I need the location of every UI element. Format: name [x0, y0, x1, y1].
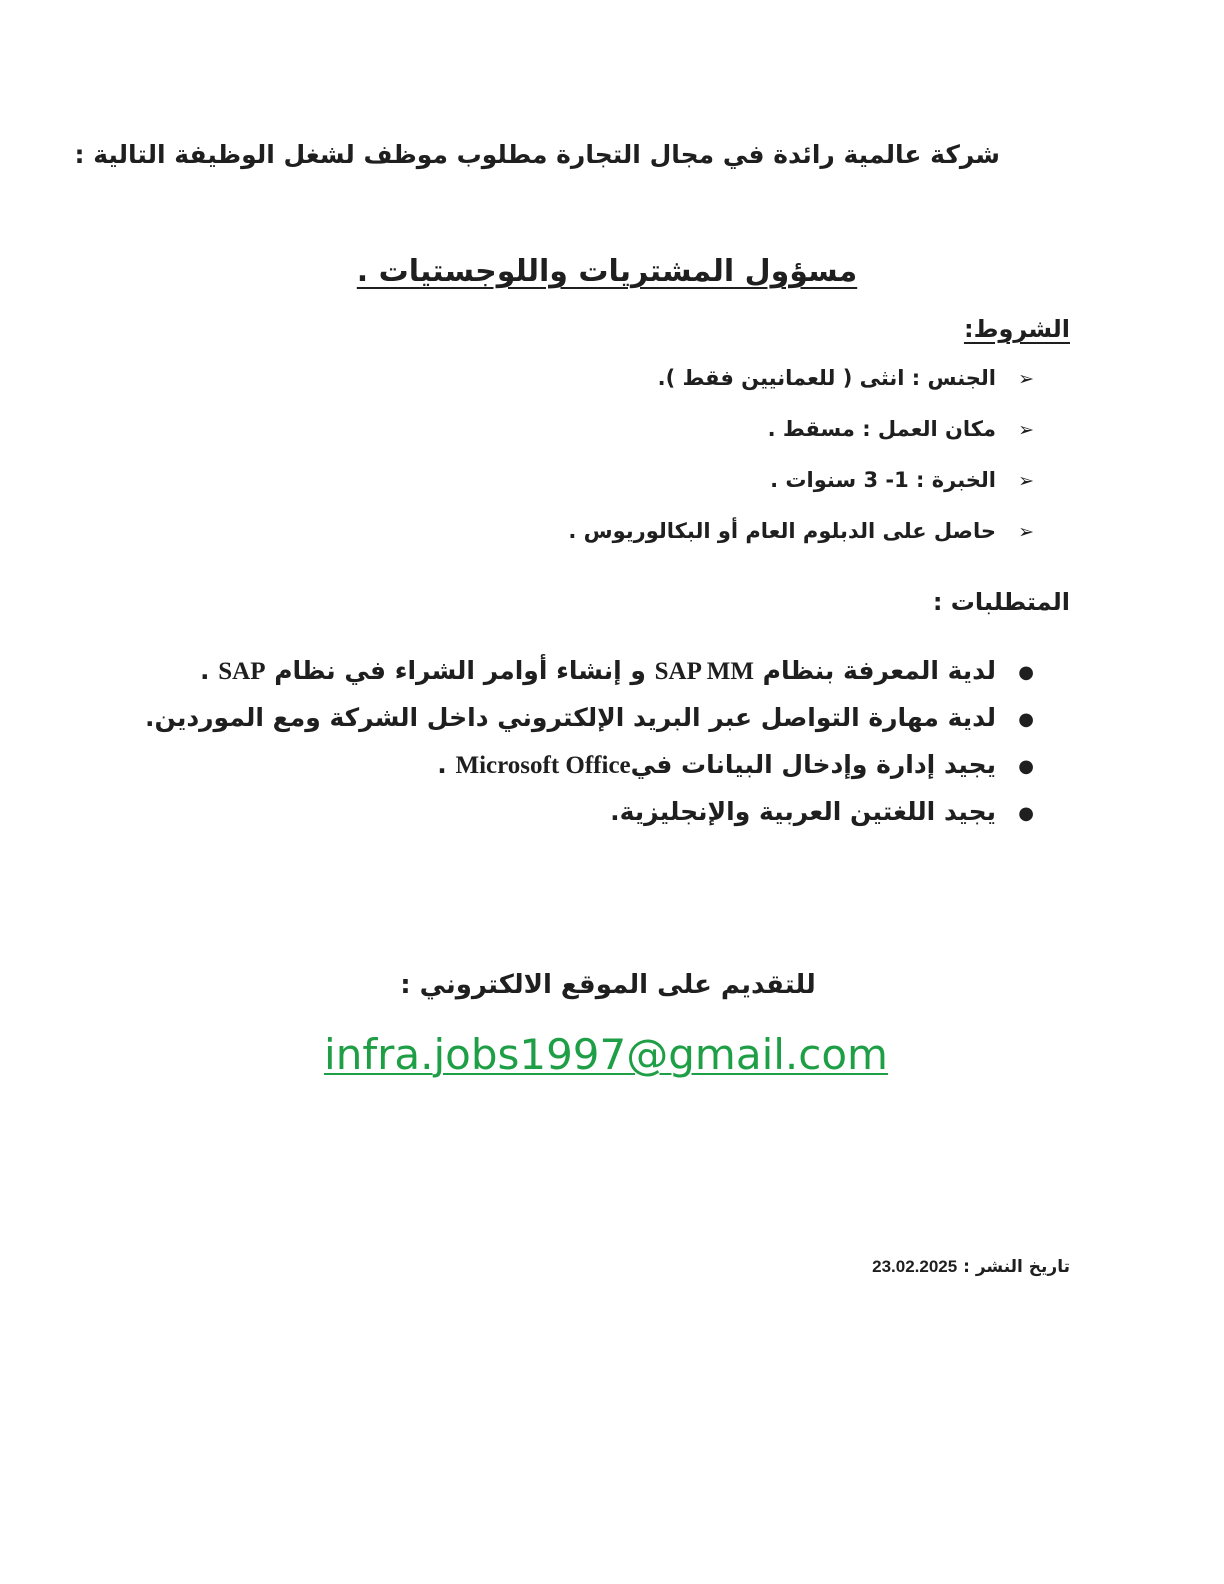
apply-label-text: للتقديم على الموقع الالكتروني :: [400, 970, 816, 1000]
requirement-text: يجيد إدارة وإدخال البيانات فيMicrosoft Office .: [437, 750, 996, 779]
check-arrow-icon: ➢: [1018, 419, 1034, 441]
condition-text: الجنس : انثى ( للعمانيين فقط ).: [657, 366, 996, 390]
list-item: [145, 656, 1034, 703]
list-item: [568, 417, 1034, 468]
email-link[interactable]: infra.jobs1997@gmail.com: [324, 1030, 888, 1079]
requirement-text: لدية مهارة التواصل عبر البريد الإلكتروني داخل الشركة ومع الموردين.: [144, 703, 996, 732]
condition-text: حاصل على الدبلوم العام أو البكالوريوس .: [568, 519, 996, 543]
bullet-dot-icon: ●: [1018, 709, 1034, 730]
job-title: [0, 254, 1224, 289]
bullet-dot-icon: ●: [1018, 756, 1034, 777]
publish-date-value: 23.02.2025: [872, 1257, 958, 1276]
publish-date-label: تاريخ النشر :: [957, 1257, 1070, 1277]
requirements-list: [145, 656, 1034, 844]
apply-label: [0, 970, 1224, 1000]
job-title-text: مسؤول المشتريات واللوجستيات .: [356, 254, 858, 289]
publish-date: [872, 1257, 1070, 1277]
bullet-dot-icon: ●: [1018, 803, 1034, 824]
requirements-heading: المتطلبات :: [932, 588, 1070, 616]
check-arrow-icon: ➢: [1018, 368, 1034, 390]
list-item: [568, 468, 1034, 519]
check-arrow-icon: ➢: [1018, 521, 1034, 543]
requirement-text: لدية المعرفة بنظام SAP MM و إنشاء أوامر الشراء في نظام SAP .: [200, 656, 996, 685]
list-item: [145, 750, 1034, 797]
conditions-list: [568, 366, 1034, 570]
list-item: [568, 519, 1034, 570]
condition-text: الخبرة : 1- 3 سنوات .: [770, 468, 996, 492]
intro-line: شركة عالمية رائدة في مجال التجارة مطلوب موظف لشغل الوظيفة التالية :: [74, 140, 1000, 169]
check-arrow-icon: ➢: [1018, 470, 1034, 492]
apply-email: [0, 1030, 1224, 1079]
list-item: [145, 797, 1034, 844]
bullet-dot-icon: ●: [1018, 662, 1034, 683]
requirement-text: يجيد اللغتين العربية والإنجليزية.: [610, 797, 996, 826]
conditions-heading: الشروط:: [963, 315, 1070, 343]
list-item: [568, 366, 1034, 417]
condition-text: مكان العمل : مسقط .: [767, 417, 996, 441]
list-item: [145, 703, 1034, 750]
